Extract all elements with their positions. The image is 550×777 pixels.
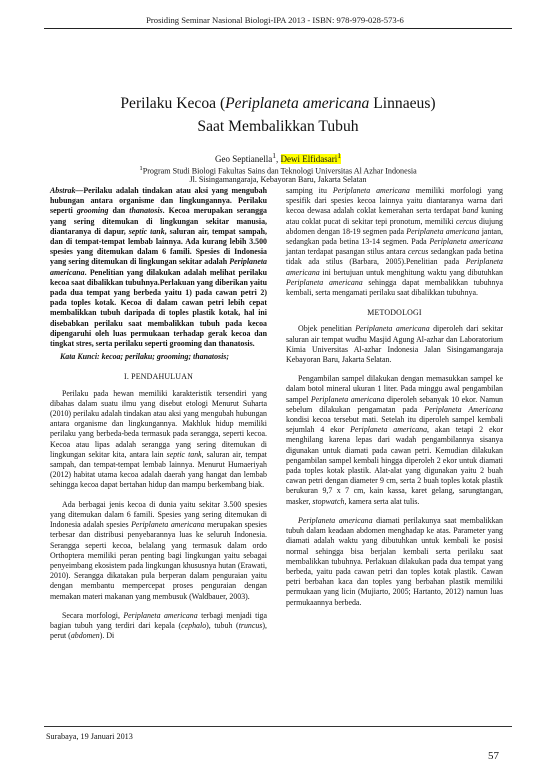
paragraph-text: , kamera serta alat tulis. [344, 496, 420, 506]
paragraph-text: memiliki morfologi yang spesifik dari spesies kecoa lainnya yaitu diantaranya warna dari kecoa dewasa adalah coklat kemerahan serta terdapat [286, 186, 503, 216]
paragraph-text: kondisi kecoa tersebut mati. Setelah itu diperoleh sampel kembali sejumlah 4 ekor [286, 415, 503, 435]
paragraph-term: septic tank [166, 449, 202, 459]
paragraph-term: cephalo [181, 620, 207, 630]
abstract [50, 186, 267, 349]
abstract-text: dan [108, 206, 130, 216]
right-column [286, 186, 503, 608]
paragraph-text: Secara morfologi, [62, 610, 124, 620]
paper-subtitle: Saat Membalikkan Tubuh [197, 118, 359, 135]
paragraph-text: diperoleh dari sekitar saluran air tempat wudhu Masjid Agung Al-azhar dan Laboratorium Kimia Universitas Al-azhar Indonesia Jalan Sisingamangaraja Kebayoran Baru, Jakarta Selatan. [286, 324, 503, 365]
abstract-text: . Penelitian yang dilakukan adalah melihat perilaku kecoa saat dibalikkan tubuhnya.Perlakuan yang diberikan yaitu pada dua tempat yang berbeda yaitu 1) pada cawan petri 2) pada toples kotak. Kecoa di dalam cawan petri lebih cepat membalikkan tubuh daripada di toples plastik kotak, hal ini disebabkan perilaku saat membalikkan tubuh pada kecoa dipengaruhi oleh luas permukaan terhadap gerak kecoa dan tingkat stres, serta perilaku seperti grooming dan thanatosis. [50, 267, 267, 349]
paragraph-text: , akan tetapi 2 ekor menghilang karena lepas dari wadah pengambilannya sisanya digunakan untuk diamati pada cawan petri. Kemudian dilakukan pengambilan sampel kembali hingga diperoleh 2 ekor untuk diamati pada toples kotak plastik. Alat-alat yang digunakan yaitu 2 buah cawan petri dengan diameter 9 cm, serta 2 buah toples kotak plastik berukuran 9,7 x 7 cm, kain kassa, karet gelang, sarungtangan, masker, [286, 425, 503, 506]
paragraph-text: sedangkan pada betina tidak ada stilus (Barbara, 2005).Penelitian pada [286, 247, 503, 267]
paragraph-species: Periplaneta americana [286, 277, 363, 287]
paragraph-text: ), perut ( [50, 620, 267, 641]
paragraph-term: truncus [238, 620, 263, 630]
method-paragraph-3 [286, 516, 503, 608]
paragraph-text: jantan, sedangkan pada betina 13-14 segmen. Pada [286, 226, 503, 247]
author-separator: , [276, 154, 281, 164]
paragraph-text: ). Di [99, 631, 115, 641]
affiliation-institution: Program Studi Biologi Fakultas Sains dan Teknologi Universitas Al Azhar Indonesia [142, 166, 417, 176]
intro-paragraph-1 [50, 389, 267, 491]
footer-rule [44, 726, 512, 727]
header-rule [44, 28, 512, 29]
title-prefix: Perilaku Kecoa ( [120, 95, 226, 112]
abstract-text: . Kecoa merupakan serangga yang sering ditemukan di lingkungan sekitar manusia, diantaranya di dapur, [50, 206, 268, 236]
paragraph-text: terbagi menjadi tiga bagian tubuh yang terdiri dari kepala ( [50, 610, 267, 630]
section-heading-introduction: I. PENDAHULUAN [124, 372, 193, 382]
paragraph-text: Ada berbagai jenis kecoa di dunia yaitu sekitar 3.500 spesies yang ditemukan dalam 6 famili. Spesies yang sering ditemukan di Indonesia adalah spesies [50, 499, 267, 530]
abstract-term: thanatosis [129, 206, 163, 216]
title-species: Periplaneta americana [225, 95, 370, 112]
paragraph-text: diamati perilakunya saat membalikkan tubuh dalam keadaan abdomen menghadap ke atas. Parameter yang diamati adalah waktu yang dibutuhkan untuk kembali ke posisi normal sehingga bisa berjalan kembali serta perilaku saat membalikkan tubuhnya. Perlakuan dilakukan pada dua tempat yang berbeda, yaitu pada cawan petri dan toples kotak plastik. Cawan petri berbahan kaca dan toples yang berbahan plastik memiliki permukaan yang licin (Mujiarto, 2005; Hartanto, 2012) namun luas permukaannya berbeda. [286, 515, 503, 607]
left-column [50, 186, 267, 641]
paragraph-text: merupakan spesies terbesar dan distribusi penyebarannya luas ke seluruh Indonesia. Serangga seperti kecoa, belalang yang termasuk dalam ordo Orthoptera memiliki peran penting bagi lingkungan yaitu sebagai penyeimbang ekosistem pada lingkungan khususnya hutan (Erawati, 2010). Serangga dikatakan pula berperan dalam penguraian yaitu dengan membantu mempercepat proses penguraian dengan memakan materi makanan yang membusuk (Waldbauer, 2003). [50, 520, 267, 601]
author-2-affil-mark: 1 [337, 151, 341, 160]
paragraph-species: Periplaneta americana [286, 257, 503, 277]
title-suffix: Linnaeus) [369, 95, 436, 112]
author-1: Geo Septianella [215, 154, 273, 164]
section-heading-methodology: METODOLOGI [367, 308, 422, 318]
paragraph-term: cercus [456, 216, 477, 226]
paragraph-term: band [462, 206, 479, 216]
abstract-species: Periplaneta americana [50, 257, 267, 277]
abstract-text: , saluran air, tempat sampah, dan di tempat-tempat lembab lainnya. Ada kurang lebih 3.500 spesies yang ditemukan dalam 6 famili. Spesies di Indonesia yang sering ditemukan di lingkungan sekitar adalah [50, 226, 267, 267]
paragraph-text: kuning atau coklat pucat di sekitar tepi pronotum, memiliki [286, 206, 503, 226]
keywords: Kata Kunci: kecoa; perilaku; grooming; thanatosis; [60, 352, 230, 362]
abstract-text: Perilaku adalah tindakan atau aksi yang mengubah hubungan antara organisme dan lingkungannya. Perilaku seperti [50, 186, 267, 216]
page-number: 57 [488, 750, 499, 762]
intro-paragraph-2 [50, 500, 267, 602]
affiliation-line-2: Jl. Sisingamangaraja, Kebayoran Baru, Jakarta Selatan [189, 175, 367, 184]
paragraph-species: Periplaneta americana [310, 394, 385, 404]
paragraph-species: Periplaneta americana [350, 425, 428, 435]
paragraph-text: sehingga dapat membalikkan tubuhnya kembali, serta mengamati perilaku saat dibalikkan tubuhnya. [286, 277, 503, 298]
abstract-term: septic tank [128, 226, 165, 236]
author-2-highlighted [280, 151, 341, 164]
paragraph-term: cercus [408, 247, 429, 257]
paragraph-text: diperoleh sebanyak 10 ekor. Namun sebelum dilakukan pengamatan pada [286, 394, 503, 414]
paragraph-text: jantan terdapat pasangan stilus antara [286, 247, 408, 257]
method-paragraph-2 [286, 374, 503, 507]
intro-paragraph-3 [50, 611, 267, 642]
abstract-label: Abstrak— [50, 186, 84, 195]
running-header: Prosiding Seminar Nasional Biologi-IPA 2013 - ISBN: 978-979-028-573-6 [146, 15, 404, 25]
paragraph-text: ), tubuh ( [206, 620, 239, 630]
paragraph-text: Objek penelitian [298, 324, 356, 334]
affiliation-mark: 1 [139, 165, 143, 172]
author-line [40, 150, 516, 165]
paragraph-term: abdomen [70, 631, 100, 641]
method-paragraph-1 [286, 324, 503, 365]
paragraph-species: Periplaneta americana [123, 610, 198, 620]
footer-date: Surabaya, 19 Januari 2013 [46, 732, 133, 741]
paragraph-text: Perilaku pada hewan memiliki karakteristik tersendiri yang dibahas dalam suatu ilmu yang disebut etologi Menurut Suharta (2010) perilaku adalah tindakan atau aksi yang mengubah hubungan antara organisme dan lingkungannya. Makhluk hidup memiliki perilaku yang berbeda-beda termasuk pada serangga, seperti kecoa. Kecoa atau lipas adalah serangga yang sering ditemukan di lingkungan sekitar kita, antara lain [50, 388, 267, 459]
author-2: Dewi Elfidasari [280, 154, 338, 164]
paragraph-term: stopwatch [312, 496, 345, 506]
abstract-term: grooming [76, 206, 109, 216]
paragraph-text: diujung abdomen dengan 18-19 segmen pada [286, 216, 503, 236]
paragraph-text: Pengambilan sampel dilakukan dengan memasukkan sampel ke dalam botol mineral ukuran 1 liter. Pada minggu awal pengambilan sampel [286, 374, 503, 404]
paragraph-species: Periplaneta americana [429, 237, 503, 247]
author-1-affil-mark: 1 [272, 151, 276, 160]
paper-title [40, 94, 516, 114]
paragraph-species: Periplaneta americana [332, 186, 410, 195]
paragraph-species: Periplaneta americana [355, 324, 430, 334]
paragraph-text: samping itu [286, 186, 333, 195]
paragraph-text: ini bertujuan untuk menghitung waktu yang dibutuhkan [319, 267, 503, 277]
paragraph-species: Periplaneta americana [406, 226, 480, 236]
paragraph-species: Periplaneta Americana [424, 404, 503, 414]
paragraph-text: , saluran air, tempat sampah, dan tempat-tempat lembab lainnya. Menurut Humaeriyah (2012) habitat utama kecoa adalah daerah yang hangat dan lembab sehingga kecoa dapat bertahan hidup dan mampu berkembang biak. [50, 449, 267, 490]
intro-continuation [286, 186, 503, 298]
paragraph-species: Periplaneta americana [131, 520, 205, 530]
paragraph-species: Periplaneta americana [298, 515, 373, 525]
